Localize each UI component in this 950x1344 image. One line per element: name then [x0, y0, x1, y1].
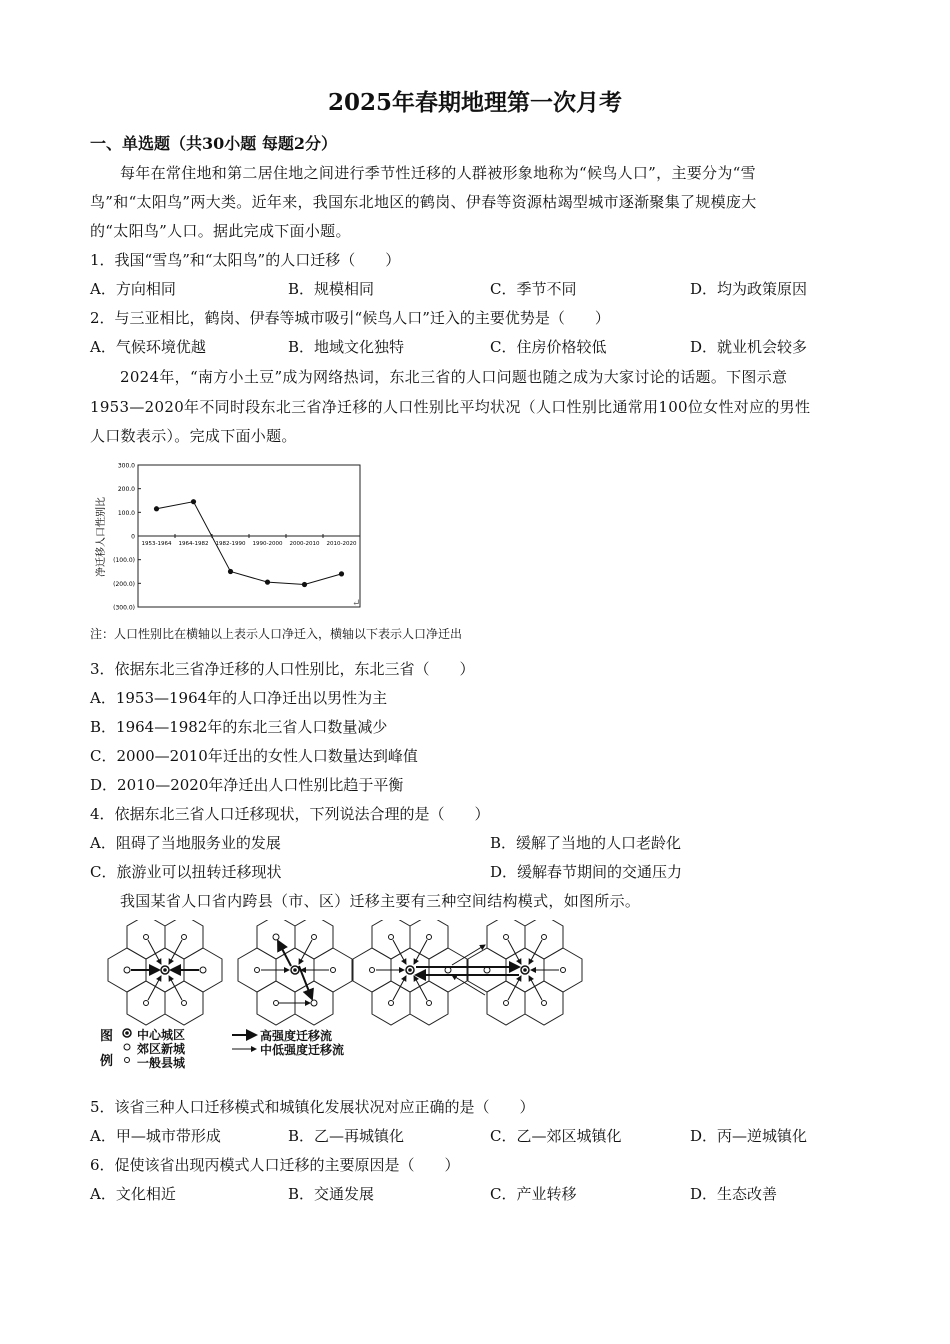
section-heading: 一、单选题（共30小题 每题2分） [90, 134, 337, 153]
q2-option-c[interactable]: C．住房价格较低 [490, 338, 607, 356]
pattern-jia [108, 920, 222, 1025]
q2-option-d[interactable]: D．就业机会较多 [690, 338, 808, 356]
legend-label-top: 图 [100, 1029, 114, 1044]
q1-stem: 1．我国“雪鸟”和“太阳鸟”的人口迁移（ ） [90, 251, 401, 269]
y-tick-label: (100.0) [113, 557, 135, 565]
suburb-city-icon [124, 1044, 130, 1050]
passage1-line3: 的“太阳鸟”人口。据此完成下面小题。 [90, 222, 351, 240]
chart-note: 注：人口性别比在横轴以上表示人口净迁入，横轴以下表示人口净迁出 [90, 627, 463, 641]
q6-option-b[interactable]: B．交通发展 [288, 1185, 375, 1203]
pattern-bing-right [468, 920, 582, 1025]
x-tick-label: 1990-2000 [252, 541, 283, 547]
legend-flow-low: 中低强度迁移流 [260, 1043, 345, 1057]
pattern-bing-left [353, 920, 467, 1025]
q4-option-b[interactable]: B．缓解了当地的人口老龄化 [490, 834, 682, 852]
q3-option-d[interactable]: D．2010—2020年净迁出人口性别比趋于平衡 [90, 776, 404, 794]
pattern-yi [238, 920, 352, 1025]
sex-ratio-line-chart [90, 455, 380, 615]
q6-option-a[interactable]: A．文化相近 [90, 1185, 176, 1203]
q3-option-c[interactable]: C．2000—2010年迁出的女性人口数量达到峰值 [90, 747, 418, 765]
data-point [154, 506, 159, 511]
q1-option-d[interactable]: D．均为政策原因 [690, 280, 808, 298]
q5-option-b[interactable]: B．乙—再城镇化 [288, 1127, 405, 1145]
q2-stem: 2．与三亚相比，鹤岗、伊春等城市吸引“候鸟人口”迁入的主要优势是（ ） [90, 309, 610, 327]
passage2-line2: 1953—2020年不同时段东北三省净迁移的人口性别比平均状况（人口性别比通常用100位女性对应的男性 [90, 398, 811, 416]
x-tick-label: 2000-2010 [289, 541, 320, 547]
q4-stem: 4．依据东北三省人口迁移现状，下列说法合理的是（ ） [90, 805, 490, 823]
x-tick-label: 1964-1982 [178, 541, 209, 547]
legend-item-county: 一般县城 [137, 1056, 186, 1070]
y-tick-label: 300.0 [117, 462, 135, 470]
data-point [339, 571, 344, 576]
data-point [265, 580, 270, 585]
x-tick-label: 1982-1990 [215, 541, 246, 547]
x-tick-label: 1953-1964 [141, 541, 172, 547]
legend-item-center: 中心城区 [137, 1028, 186, 1042]
data-point [302, 582, 307, 587]
legend-label-bottom: 例 [100, 1054, 114, 1069]
passage1-line2: 鸟”和“太阳鸟”两大类。近年来，我国东北地区的鹤岗、伊春等资源枯竭型城市逐渐聚集了规模庞大 [90, 193, 757, 211]
y-tick-label: 200.0 [117, 486, 135, 494]
q5-option-c[interactable]: C．乙—郊区城镇化 [490, 1127, 622, 1145]
county-town-icon [125, 1058, 130, 1063]
data-point [191, 499, 196, 504]
q3-option-a[interactable]: A．1953—1964年的人口净迁出以男性为主 [90, 689, 388, 707]
q5-option-d[interactable]: D．丙—逆城镇化 [690, 1127, 808, 1145]
q6-option-d[interactable]: D．生态改善 [690, 1185, 778, 1203]
q6-stem: 6．促使该省出现丙模式人口迁移的主要原因是（ ） [90, 1156, 460, 1174]
q1-option-a[interactable]: A．方向相同 [90, 280, 176, 298]
q3-option-b[interactable]: B．1964—1982年的东北三省人口数量减少 [90, 718, 388, 736]
y-tick-label: 0 [131, 533, 135, 541]
q4-option-d[interactable]: D．缓解春节期间的交通压力 [490, 863, 683, 881]
q1-option-c[interactable]: C．季节不同 [490, 280, 577, 298]
q5-option-a[interactable]: A．甲—城市带形成 [90, 1127, 221, 1145]
q2-option-b[interactable]: B．地域文化独特 [288, 338, 405, 356]
y-tick-label: 100.0 [117, 509, 135, 517]
q3-stem: 3．依据东北三省净迁移的人口性别比，东北三省（ ） [90, 660, 475, 678]
data-point [228, 569, 233, 574]
q4-option-a[interactable]: A．阻碍了当地服务业的发展 [90, 834, 281, 852]
legend-item-suburb: 郊区新城 [137, 1042, 186, 1056]
y-tick-label: (200.0) [113, 580, 135, 588]
q5-stem: 5．该省三种人口迁移模式和城镇化发展状况对应正确的是（ ） [90, 1098, 535, 1116]
page-title: 2025年春期地理第一次月考 [327, 89, 622, 116]
q4-option-c[interactable]: C．旅游业可以扭转迁移现状 [90, 863, 282, 881]
q2-option-a[interactable]: A．气候环境优越 [90, 338, 206, 356]
x-tick-label: 2010-2020 [326, 541, 357, 547]
return-mark: ↵ [352, 598, 361, 609]
legend-flow-high: 高强度迁移流 [260, 1029, 333, 1043]
passage2-line3: 人口数表示）。完成下面小题。 [90, 427, 297, 445]
passage3: 我国某省人口省内跨县（市、区）迁移主要有三种空间结构模式，如图所示。 [120, 892, 641, 910]
y-axis-label: 净迁移人口性别比 [96, 497, 107, 577]
q6-option-c[interactable]: C．产业转移 [490, 1185, 577, 1203]
passage1-line1: 每年在常住地和第二居住地之间进行季节性迁移的人群被形象地称为“候鸟人口”，主要分为“雪 [120, 164, 756, 182]
q1-option-b[interactable]: B．规模相同 [288, 280, 375, 298]
y-tick-label: (300.0) [113, 604, 135, 612]
passage2-line1: 2024年，“南方小土豆”成为网络热词，东北三省的人口问题也随之成为大家讨论的话题。下图示意 [120, 368, 788, 386]
